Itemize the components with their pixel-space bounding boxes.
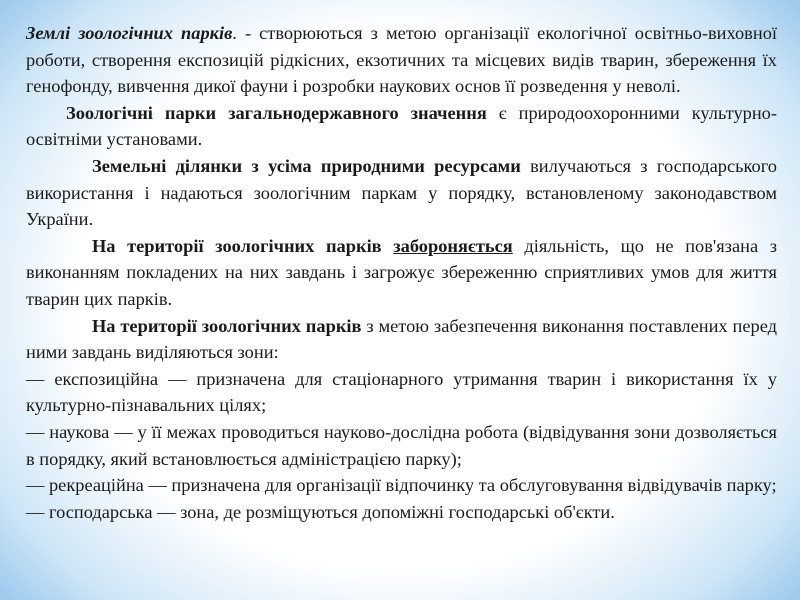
zone-economic: — господарська — зона, де розміщуються допоміжні господарські об'єкти. [26, 501, 615, 522]
zones-intro-text: з метою забезпечення виконання поставлених перед ними завдань виділяються зони: [26, 315, 777, 363]
national-zoos-text: є природоохоронними культурно-освітніми установами. [26, 102, 777, 150]
paragraph-purpose [26, 20, 777, 100]
term-land-plots: Земельні ділянки з усіма природними ресурсами [92, 155, 521, 176]
term-national-zoos: Зоологічні парки загальнодержавного значення [66, 102, 487, 123]
paragraph-prohibited [26, 233, 777, 313]
term-zoo-territory: На території зоологічних парків [92, 235, 382, 256]
slide-text [26, 20, 777, 525]
paragraph-national-zoos [26, 100, 777, 153]
paragraph-land-plots [26, 153, 777, 233]
term-zoo-territory-2: На території зоологічних парків [92, 315, 362, 336]
purpose-text: . - створюються з метою організації екологічної освітньо-виховної роботи, створення експозицій рідкісних, екзотичних та місцевих видів тварин, збереження їх генофонду, вивчення дикої фауни і розробки наукових основ її розведення у неволі. [26, 23, 777, 97]
term-prohibited: забороняється [393, 235, 513, 256]
prohibited-text: діяльність, що не пов'язана з виконанням покладених на них завдань і загрожує збереженню сприятливих умов для життя тварин цих парків. [26, 235, 777, 309]
zone-recreational: — рекреаційна — призначена для організації відпочинку та обслуговування відвідувачів парку; [26, 475, 777, 496]
space [382, 236, 394, 256]
term-zoo-lands: Землі зоологічних парків [26, 23, 233, 43]
paragraph-zones-intro [26, 313, 777, 366]
zone-scientific: — наукова — у її межах проводиться науково-дослідна робота (відвідування зони дозволяється в порядку, який встановлюється адміністрацією парку); [26, 421, 777, 469]
zone-exposition: — експозиційна — призначена для стаціонарного утримання тварин і використання їх у культурно-пізнавальних цілях; [26, 368, 777, 416]
land-plots-text: вилучаються з господарського використання і надаються зоологічним паркам у порядку, встановленому законодавством України. [26, 155, 778, 230]
